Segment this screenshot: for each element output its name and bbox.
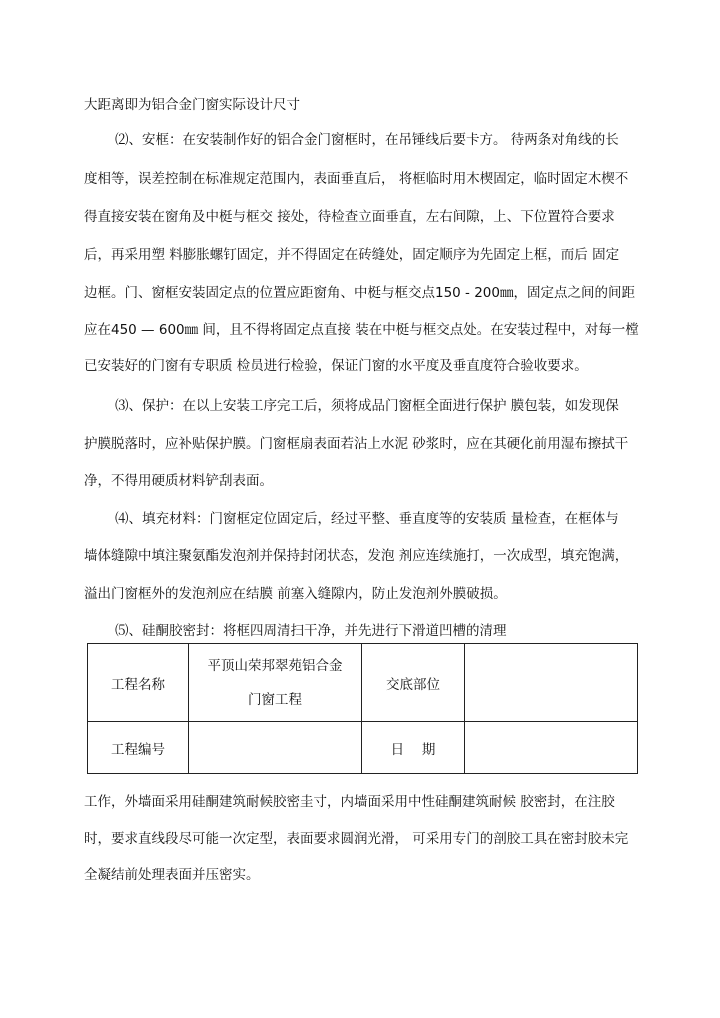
text-line: 溢出门窗框外的发泡剂应在结膜 前塞入缝隙内，防止发泡剂外膜破损。 <box>84 586 507 602</box>
text-line: 已安装好的门窗有专职质 检员进行检验，保证门窗的水平度及垂直度符合验收要求。 <box>84 358 588 374</box>
text-line: 工作，外墙面采用硅酮建筑耐候胶密圭寸，内墙面采用中性硅酮建筑耐候 胶密封，在注胶 <box>84 794 615 810</box>
handover-label: 交底部位 <box>362 644 465 722</box>
date-label: 日 期 <box>362 722 465 774</box>
text-line: 应在450 — 600㎜ 间，且不得将固定点直接 装在中梃与框交点处。在安装过程中，对每一樘 <box>84 322 639 338</box>
text-line: ⑶、保护：在以上安装工序完工后，须将成品门窗框全面进行保护 膜包装，如发现保 <box>115 398 619 414</box>
project-name-label: 工程名称 <box>88 644 189 722</box>
project-name-line: 平顶山荣邦翠苑铝合金 <box>207 657 343 674</box>
text-line: ⑷、填充材料：门窗框定位固定后，经过平整、垂直度等的安装质 量检查，在框体与 <box>115 511 619 527</box>
text-line: 得直接安装在窗角及中梃与框交 接处，待检查立面垂直，左右间隙，上、下位置符合要求 <box>84 209 615 225</box>
table-row <box>88 644 638 722</box>
table-row <box>88 722 638 774</box>
text-line: 大距离即为铝合金门窗实际设计尺寸 <box>84 97 300 113</box>
project-info-table <box>87 643 638 774</box>
text-line: 度相等，误差控制在标准规定范围内，表面垂直后， 将框临时用木楔固定，临时固定木楔不 <box>84 171 629 187</box>
project-no-label: 工程编号 <box>88 722 189 774</box>
project-name-line: 门窗工程 <box>248 691 302 708</box>
project-no-value <box>189 722 362 774</box>
text-line: 净，不得用硬质材料铲刮表面。 <box>84 473 273 489</box>
date-value <box>465 722 638 774</box>
text-line: ⑸、硅酮胶密封：将框四周清扫干净，并先进行下滑道凹槽的清理 <box>115 623 507 639</box>
text-line: ⑵、安框：在安装制作好的铝合金门窗框时，在吊锤线后要卡方。 待两条对角线的长 <box>115 132 619 148</box>
project-name-cell <box>189 644 362 722</box>
handover-value <box>465 644 638 722</box>
text-line: 边框。门、窗框安装固定点的位置应距窗角、中梃与框交点150 - 200㎜，固定点之间的间距 <box>84 285 635 301</box>
text-line: 时，要求直线段尽可能一次定型，表面要求圆润光滑， 可采用专门的剖胶工具在密封胶未完 <box>84 831 629 847</box>
text-line: 墙体缝隙中填注聚氨酯发泡剂并保持封闭状态，发泡 剂应连续施打，一次成型，填充饱满， <box>84 548 629 564</box>
text-line: 护膜脱落时，应补贴保护膜。门窗框扇表面若沾上水泥 砂浆时，应在其硬化前用湿布擦拭干 <box>84 436 629 452</box>
text-line: 后，再采用塑 料膨胀螺钉固定，并不得固定在砖缝处，固定顺序为先固定上框，而后 固定 <box>84 247 620 263</box>
text-line: 全凝结前处理表面并压密实。 <box>84 867 260 883</box>
